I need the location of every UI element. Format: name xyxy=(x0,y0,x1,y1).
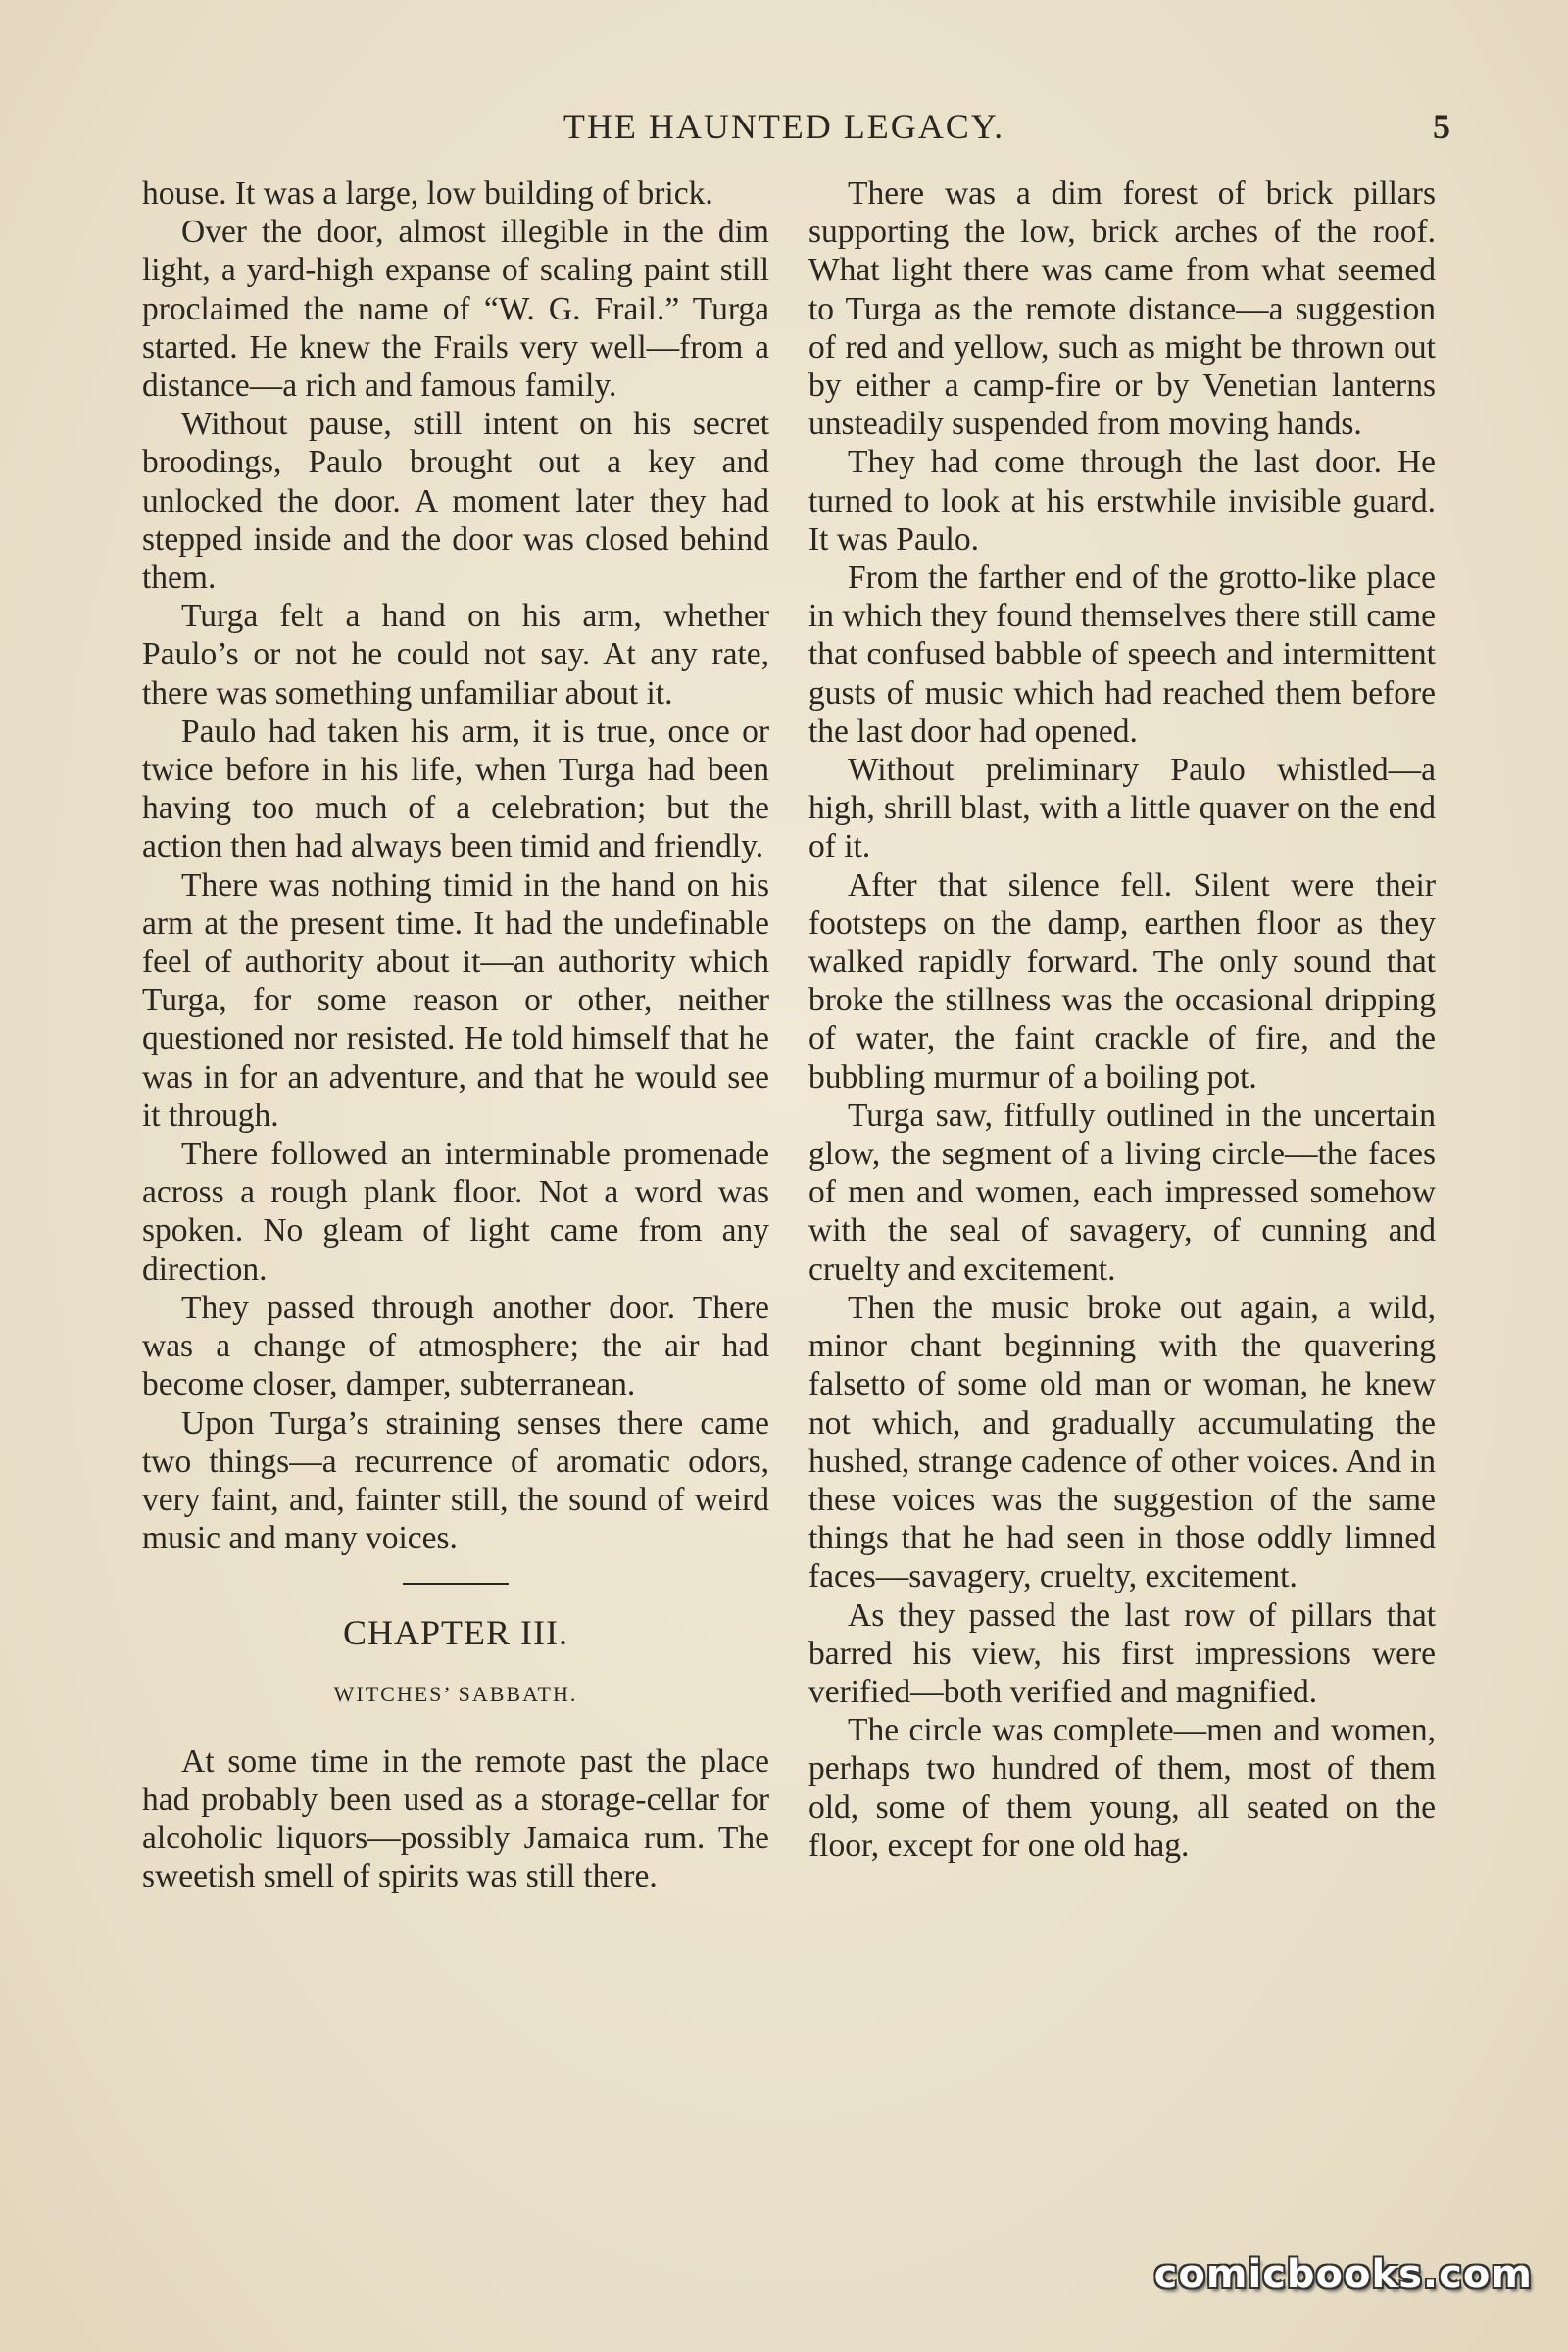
paragraph: There followed an interminable promenade across a rough plank floor. Not a word was spoken. No gleam of light came from any direction. xyxy=(142,1136,769,1288)
paragraph: Turga felt a hand on his arm, whether Paulo’s or not he could not say. At any rate, there was something unfamiliar about it. xyxy=(142,598,769,711)
paragraph: As they passed the last row of pillars that barred his view, his first impressions were verified—both verified and magnified. xyxy=(808,1596,1436,1710)
paragraph: house. It was a large, low building of brick. xyxy=(142,175,713,212)
chapter-heading: CHAPTER III. xyxy=(343,1613,568,1653)
page-title: THE HAUNTED LEGACY. xyxy=(563,107,1005,146)
paragraph: They had come through the last door. He turned to look at his erstwhile invisible guard. It was Paulo. xyxy=(808,444,1436,558)
running-head xyxy=(0,106,1568,155)
paragraph: Over the door, almost illegible in the dim light, a yard-high expanse of scaling paint still proclaimed the name of “W. G. Frail.” Turga started. He knew the Frails very well—from a distance—a rich and famous family. xyxy=(142,214,769,405)
paragraph: Paulo had taken his arm, it is true, once or twice before in his life, when Turga had been having too much of a celebration; but the action then had always been timid and friendly. xyxy=(142,712,769,865)
paragraph: After that silence fell. Silent were their footsteps on the damp, earthen floor as they walked rapidly forward. The only sound that broke the stillness was the occasional dripping of water, the faint crackle of fire, and the bubbling murmur of a boiling pot. xyxy=(808,866,1436,1096)
paragraph: There was a dim forest of brick pillars supporting the low, brick arches of the roof. What light there was came from what seemed to Turga as the remote distance—a suggestion of red and yellow, such as might be thrown out by either a camp-fire or by Venetian lanterns unsteadily suspended from moving hands. xyxy=(808,175,1436,443)
paragraph: The circle was complete—men and women, perhaps two hundred of them, most of them old, some of them young, all seated on the floor, except for one old hag. xyxy=(808,1712,1436,1864)
paragraph: Without pause, still intent on his secret broodings, Paulo brought out a key and unlocked the door. A moment later they had stepped inside and the door was closed behind them. xyxy=(142,406,769,597)
paragraph: Then the music broke out again, a wild, minor chant beginning with the quavering falsetto of some old man or woman, he knew not which, and gradually accumulating the hushed, strange cadence of other voices. And in these voices was the suggestion of the same things that he had seen in those oddly limned faces—savagery, cruelty, excitement. xyxy=(808,1289,1436,1595)
paragraph: Upon Turga’s straining senses there came two things—a recurrence of aromatic odors, very faint, and, fainter still, the sound of weird music and many voices. xyxy=(142,1404,769,1557)
section-divider xyxy=(403,1583,509,1585)
page-number: 5 xyxy=(1433,107,1450,146)
paragraph: Without preliminary Paulo whistled—a high, shrill blast, with a little quaver on the end of it. xyxy=(808,752,1436,865)
right-column xyxy=(808,174,1436,1865)
left-column xyxy=(142,174,769,1896)
paragraph: From the farther end of the grotto-like place in which they found themselves there still came that confused babble of speech and intermittent gusts of music which had reached them before the last door had opened. xyxy=(808,560,1436,750)
paragraph: They passed through another door. There was a change of atmosphere; the air had become closer, damper, subterranean. xyxy=(142,1289,769,1403)
paragraph: Turga saw, fitfully outlined in the uncertain glow, the segment of a living circle—the faces of men and women, each impressed somehow with the seal of savagery, of cunning and cruelty and excitement. xyxy=(808,1097,1436,1288)
paragraph: There was nothing timid in the hand on his arm at the present time. It had the undefinable feel of authority about it—an authority which Turga, for some reason or other, neither questioned nor resisted. He told himself that he was in for an adventure, and that he would see it through. xyxy=(142,866,769,1134)
source-watermark: comicbooks.com xyxy=(1153,2252,1533,2297)
paragraph: At some time in the remote past the place had probably been used as a storage-cellar for alcoholic liquors—possibly Jamaica rum. The sweetish smell of spirits was still there. xyxy=(142,1742,769,1895)
chapter-subtitle: WITCHES’ SABBATH. xyxy=(333,1681,578,1706)
